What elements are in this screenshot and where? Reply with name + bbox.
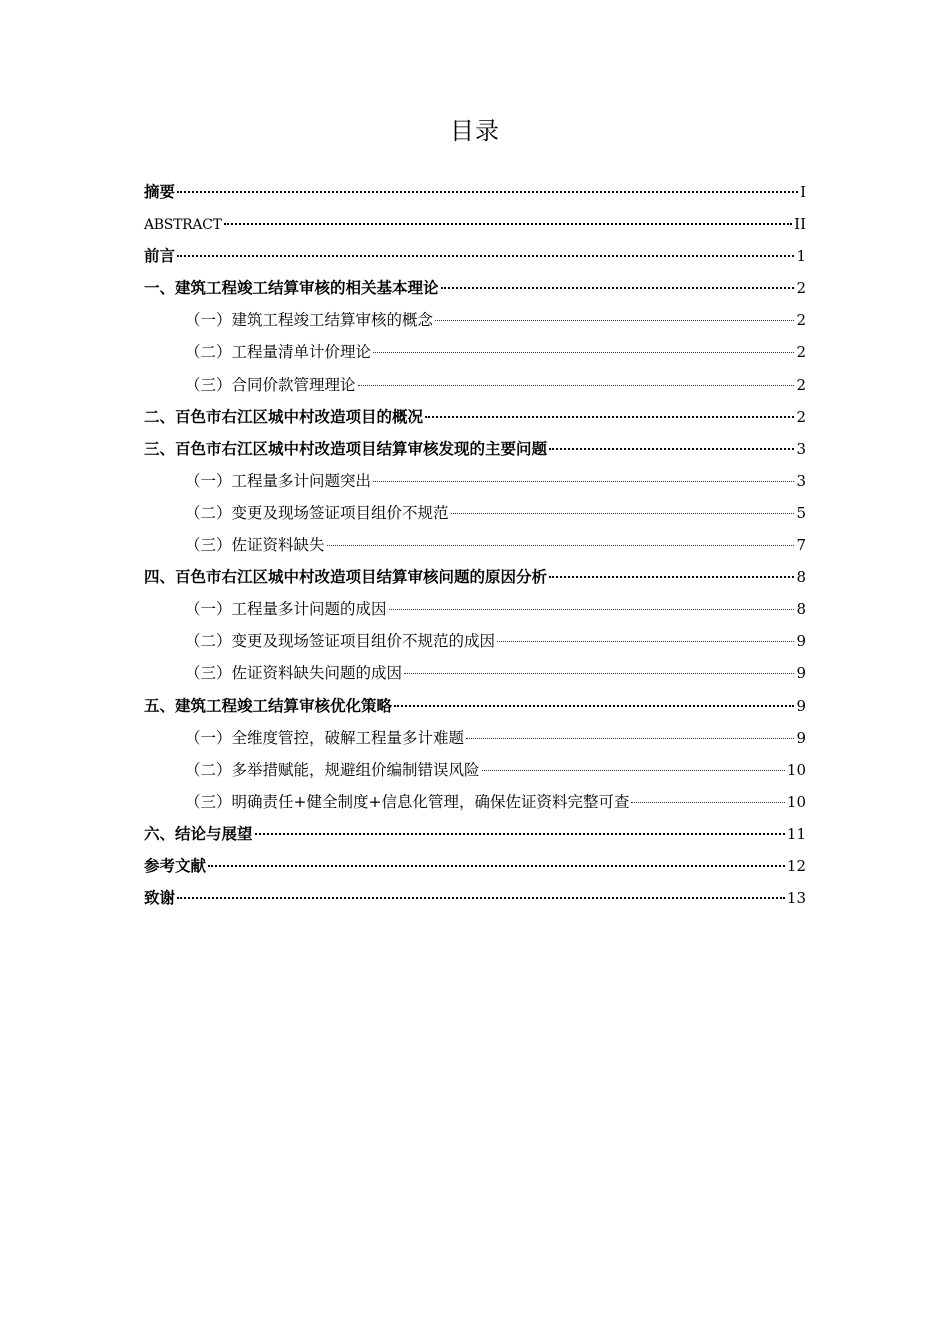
toc-entry-label: （二）多举措赋能，规避组价编制错误风险 bbox=[185, 760, 480, 779]
dot-leader bbox=[482, 769, 785, 771]
dot-leader bbox=[358, 384, 795, 386]
toc-entry-label: （二）变更及现场签证项目组价不规范 bbox=[185, 503, 449, 522]
toc-entry-page-number: 3 bbox=[796, 439, 806, 458]
dot-leader bbox=[631, 801, 784, 803]
toc-entry-label: （一）工程量多计问题的成因 bbox=[185, 600, 387, 619]
toc-entry-label: 一、建筑工程竣工结算审核的相关基本理论 bbox=[144, 279, 439, 298]
toc-entry-page-number: 8 bbox=[796, 568, 806, 587]
toc-entry-section-1-3[interactable] bbox=[144, 369, 806, 401]
dot-leader bbox=[394, 704, 794, 707]
toc-entry-label: 前言 bbox=[144, 247, 176, 266]
toc-entry-page-number: 9 bbox=[796, 728, 806, 747]
dot-leader bbox=[224, 222, 793, 225]
toc-entry-label: （二）工程量清单计价理论 bbox=[185, 343, 372, 362]
dot-leader bbox=[208, 864, 785, 867]
toc-entry-page-number: 2 bbox=[796, 407, 806, 426]
toc-entry-label: （二）变更及现场签证项目组价不规范的成因 bbox=[185, 632, 496, 651]
toc-entry-label: 六、结论与展望 bbox=[144, 824, 253, 843]
toc-entry-label: 四、百色市右江区城中村改造项目结算审核问题的原因分析 bbox=[144, 568, 548, 587]
dot-leader bbox=[373, 480, 794, 482]
toc-entry-acknowledgements[interactable] bbox=[144, 882, 806, 914]
dot-leader bbox=[177, 896, 785, 899]
toc-entry-label: 二、百色市右江区城中村改造项目的概况 bbox=[144, 407, 424, 426]
toc-entry-label: 致谢 bbox=[144, 889, 176, 908]
toc-entry-page-number: 11 bbox=[786, 824, 806, 843]
toc-entry-chapter-6[interactable] bbox=[144, 818, 806, 850]
toc-entry-page-number: 10 bbox=[786, 760, 806, 779]
toc-entry-section-5-3[interactable] bbox=[144, 786, 806, 818]
toc-entry-label: 五、建筑工程竣工结算审核优化策略 bbox=[144, 696, 393, 715]
toc-entry-chapter-1[interactable] bbox=[144, 272, 806, 304]
toc-entry-page-number: 9 bbox=[796, 664, 806, 683]
toc-entry-section-4-2[interactable] bbox=[144, 625, 806, 657]
toc-entry-preface[interactable] bbox=[144, 240, 806, 272]
toc-entry-label: 参考文献 bbox=[144, 856, 207, 875]
toc-entry-page-number: 2 bbox=[796, 343, 806, 362]
dot-leader bbox=[549, 575, 794, 578]
toc-entry-page-number: 3 bbox=[796, 471, 806, 490]
toc-entry-chapter-5[interactable] bbox=[144, 690, 806, 722]
dot-leader bbox=[177, 254, 794, 257]
dot-leader bbox=[466, 737, 794, 739]
dot-leader bbox=[327, 544, 795, 546]
toc-entry-chapter-4[interactable] bbox=[144, 561, 806, 593]
toc-entry-label: （三）明确责任+健全制度+信息化管理，确保佐证资料完整可查 bbox=[185, 792, 630, 811]
toc-entry-page-number: I bbox=[800, 183, 806, 201]
toc-entry-label: （一）全维度管控，破解工程量多计难题 bbox=[185, 728, 465, 747]
toc-entry-section-3-2[interactable] bbox=[144, 497, 806, 529]
toc-entry-label: 摘要 bbox=[144, 183, 176, 201]
dot-leader bbox=[451, 512, 795, 514]
table-of-contents bbox=[144, 176, 806, 914]
toc-entry-section-1-2[interactable] bbox=[144, 336, 806, 368]
dot-leader bbox=[177, 190, 798, 193]
dot-leader bbox=[435, 319, 794, 321]
toc-entry-abstract-cn[interactable] bbox=[144, 176, 806, 208]
toc-entry-page-number: 2 bbox=[796, 279, 806, 298]
toc-entry-chapter-2[interactable] bbox=[144, 401, 806, 433]
toc-entry-references[interactable] bbox=[144, 850, 806, 882]
toc-entry-abstract-en[interactable] bbox=[144, 208, 806, 240]
toc-entry-section-3-3[interactable] bbox=[144, 529, 806, 561]
toc-entry-page-number: 8 bbox=[796, 600, 806, 619]
dot-leader bbox=[441, 286, 795, 289]
toc-entry-page-number: 10 bbox=[786, 792, 806, 811]
toc-entry-page-number: 1 bbox=[796, 247, 806, 266]
toc-entry-chapter-3[interactable] bbox=[144, 433, 806, 465]
dot-leader bbox=[425, 415, 794, 418]
toc-entry-label: ABSTRACT bbox=[144, 217, 222, 234]
toc-entry-label: （三）佐证资料缺失问题的成因 bbox=[185, 664, 403, 683]
toc-entry-label: （三）合同价款管理理论 bbox=[185, 375, 356, 394]
toc-entry-section-4-3[interactable] bbox=[144, 657, 806, 689]
toc-entry-section-5-1[interactable] bbox=[144, 722, 806, 754]
toc-entry-page-number: 9 bbox=[796, 632, 806, 651]
dot-leader bbox=[497, 640, 794, 642]
toc-entry-section-3-1[interactable] bbox=[144, 465, 806, 497]
toc-entry-page-number: 9 bbox=[796, 696, 806, 715]
dot-leader bbox=[373, 351, 794, 353]
toc-entry-page-number: 12 bbox=[786, 856, 806, 875]
dot-leader bbox=[255, 832, 785, 835]
toc-entry-section-4-1[interactable] bbox=[144, 593, 806, 625]
toc-entry-page-number: 7 bbox=[796, 536, 806, 555]
page-title: 目录 bbox=[450, 117, 500, 145]
toc-entry-section-1-1[interactable] bbox=[144, 304, 806, 336]
dot-leader bbox=[549, 447, 794, 450]
toc-entry-label: （一）建筑工程竣工结算审核的概念 bbox=[185, 311, 434, 330]
toc-entry-page-number: 2 bbox=[796, 375, 806, 394]
toc-entry-label: 三、百色市右江区城中村改造项目结算审核发现的主要问题 bbox=[144, 439, 548, 458]
toc-entry-page-number: 13 bbox=[786, 889, 806, 908]
toc-entry-section-5-2[interactable] bbox=[144, 754, 806, 786]
toc-entry-page-number: II bbox=[794, 215, 806, 234]
dot-leader bbox=[404, 672, 794, 674]
toc-entry-page-number: 2 bbox=[796, 311, 806, 330]
toc-entry-label: （三）佐证资料缺失 bbox=[185, 536, 325, 555]
toc-entry-label: （一）工程量多计问题突出 bbox=[185, 471, 372, 490]
toc-entry-page-number: 5 bbox=[796, 503, 806, 522]
dot-leader bbox=[389, 608, 795, 610]
